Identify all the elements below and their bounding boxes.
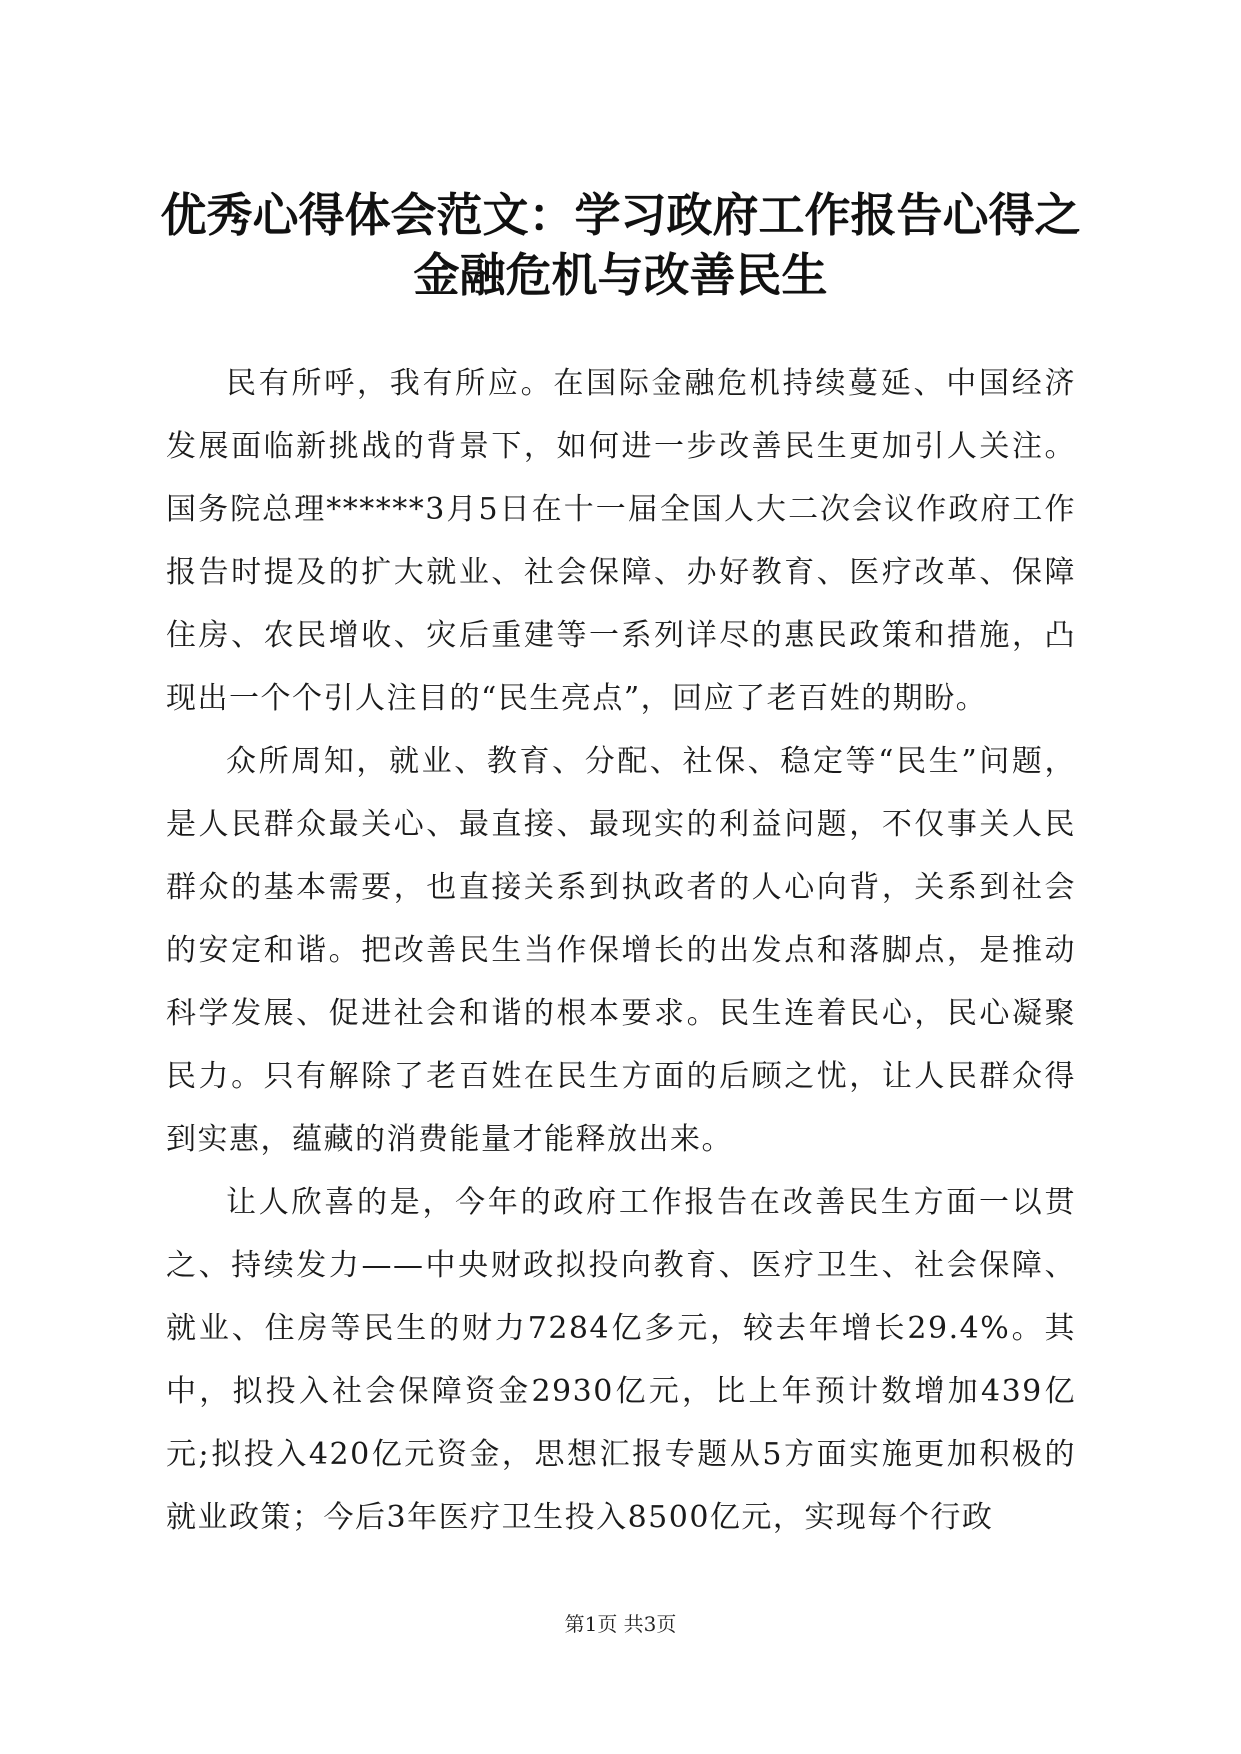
page-footer: 第1页 共3页 xyxy=(564,1612,677,1636)
title-line-1: 优秀心得体会范文：学习政府工作报告心得之 xyxy=(160,188,1081,242)
document-title xyxy=(100,185,1141,305)
document-body xyxy=(166,352,1076,1549)
title-line-2: 金融危机与改善民生 xyxy=(413,248,828,302)
paragraph-3: 让人欣喜的是，今年的政府工作报告在改善民生方面一以贯之、持续发力——中央财政拟投向教育、医疗卫生、社会保障、就业、住房等民生的财力7284亿多元，较去年增长29.4%。其中，拟投入社会保障资金2930亿元，比上年预计数增加439亿元;拟投入420亿元资金，思想汇报专题从5方面实施更加积极的就业政策；今后3年医疗卫生投入8500亿元，实现每个行政 xyxy=(166,1185,1076,1535)
paragraph-2: 众所周知，就业、教育、分配、社保、稳定等“民生”问题，是人民群众最关心、最直接、最现实的利益问题，不仅事关人民群众的基本需要，也直接关系到执政者的人心向背，关系到社会的安定和谐。把改善民生当作保增长的出发点和落脚点，是推动科学发展、促进社会和谐的根本要求。民生连着民心，民心凝聚民力。只有解除了老百姓在民生方面的后顾之忧，让人民群众得到实惠，蕴藏的消费能量才能释放出来。 xyxy=(166,744,1076,1157)
paragraph-1: 民有所呼，我有所应。在国际金融危机持续蔓延、中国经济发展面临新挑战的背景下，如何进一步改善民生更加引人关注。国务院总理******3月5日在十一届全国人大二次会议作政府工作报告时提及的扩大就业、社会保障、办好教育、医疗改革、保障住房、农民增收、灾后重建等一系列详尽的惠民政策和措施，凸现出一个个引人注目的“民生亮点”，回应了老百姓的期盼。 xyxy=(166,366,1076,716)
